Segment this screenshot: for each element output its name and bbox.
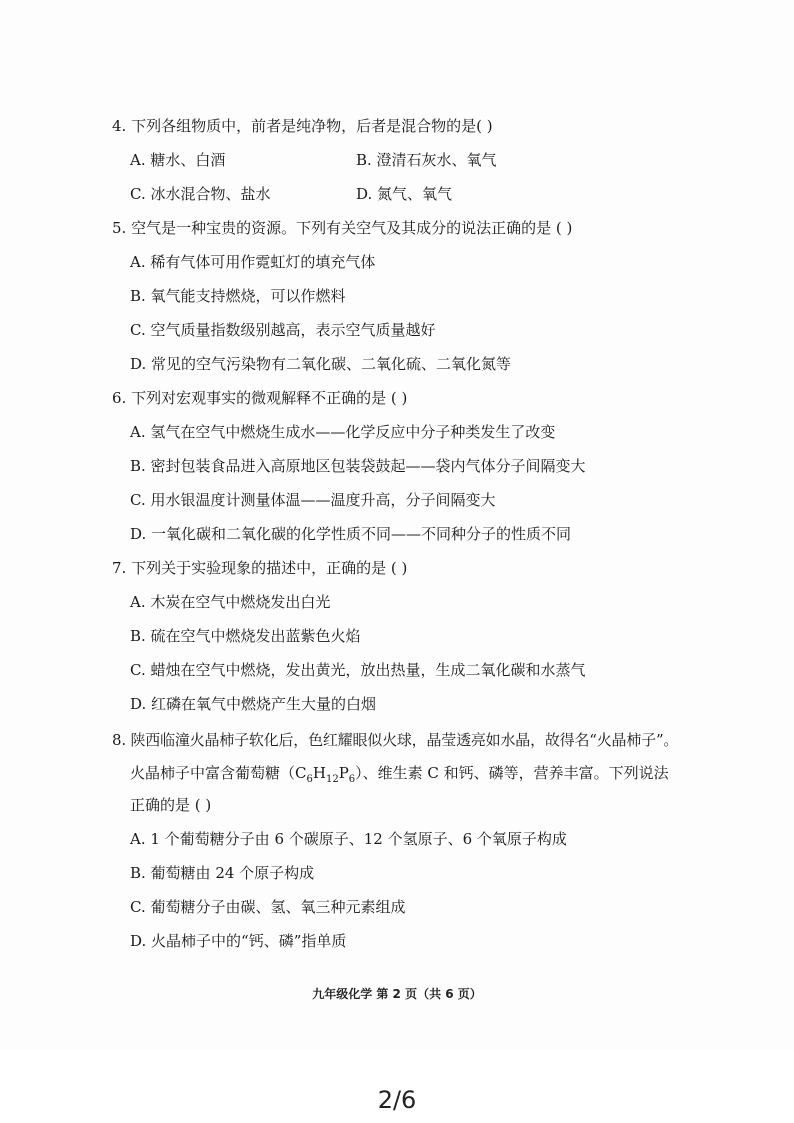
q6-stem: 6. 下列对宏观事实的微观解释不正确的是 ( ) xyxy=(112,389,408,407)
q4-option-b: B. 澄清石灰水、氧气 xyxy=(356,151,497,169)
q4-option-c: C. 冰水混合物、盐水 xyxy=(130,185,271,203)
page-footer: 九年级化学 第 2 页（共 6 页） xyxy=(312,987,482,1001)
q7-option-a: A. 木炭在空气中燃烧发出白光 xyxy=(130,593,331,611)
q5-stem: 5. 空气是一种宝贵的资源。下列有关空气及其成分的说法正确的是 ( ) xyxy=(112,219,573,237)
q6-option-c: C. 用水银温度计测量体温——温度升高，分子间隔变大 xyxy=(130,491,496,509)
q5-option-d: D. 常见的空气污染物有二氧化碳、二氧化硫、二氧化氮等 xyxy=(130,355,512,373)
q5-option-b: B. 氧气能支持燃烧，可以作燃料 xyxy=(130,287,346,305)
q7-option-b: B. 硫在空气中燃烧发出蓝紫色火焰 xyxy=(130,627,361,645)
q8-stem-line2: 火晶柿子中富含葡萄糖$(C_6H_{12}P_6)$、维生素 C 和钙、磷等，营养丰富。下列说法 xyxy=(130,764,669,785)
q8-option-d: D. 火晶柿子中的“钙、磷”指单质 xyxy=(130,932,347,950)
q7-stem: 7. 下列关于实验现象的描述中，正确的是 ( ) xyxy=(112,559,408,577)
q5-option-a: A. 稀有气体可用作霓虹灯的填充气体 xyxy=(130,253,376,271)
page-indicator: 2/6 xyxy=(377,1086,417,1114)
q8-option-a: A. 1 个葡萄糖分子由 6 个碳原子、12 个氢原子、6 个氧原子构成 xyxy=(130,830,567,848)
q8-option-c: C. 葡萄糖分子由碳、氢、氧三种元素组成 xyxy=(130,898,406,916)
q4-option-d: D. 氮气、氧气 xyxy=(356,185,453,203)
q6-option-d: D. 一氧化碳和二氧化碳的化学性质不同——不同种分子的性质不同 xyxy=(130,525,572,543)
q7-option-d: D. 红磷在氧气中燃烧产生大量的白烟 xyxy=(130,695,377,713)
q6-option-a: A. 氢气在空气中燃烧生成水——化学反应中分子种类发生了改变 xyxy=(130,423,556,441)
q5-option-c: C. 空气质量指数级别越高，表示空气质量越好 xyxy=(130,321,436,339)
q8-option-b: B. 葡萄糖由 24 个原子构成 xyxy=(130,864,315,882)
q4-option-a: A. 糖水、白酒 xyxy=(130,151,226,169)
q4-stem: 4. 下列各组物质中，前者是纯净物，后者是混合物的是( ) xyxy=(112,117,493,135)
q8-stem-line1: 8. 陕西临潼火晶柿子软化后，色红耀眼似火球，晶莹透亮如水晶，故得名“火晶柿子”。 xyxy=(112,731,679,749)
q7-option-c: C. 蜡烛在空气中燃烧，发出黄光，放出热量，生成二氧化碳和水蒸气 xyxy=(130,661,586,679)
q8-stem-line3: 正确的是 ( ) xyxy=(130,796,212,814)
q6-option-b: B. 密封包装食品进入高原地区包装袋鼓起——袋内气体分子间隔变大 xyxy=(130,457,586,475)
